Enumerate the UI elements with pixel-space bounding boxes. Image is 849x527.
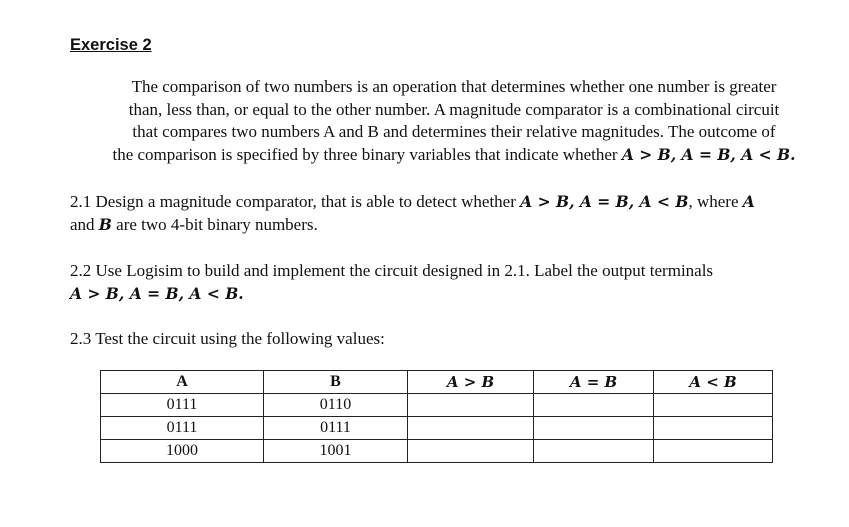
cell-a-equal-b: [534, 394, 654, 417]
section-2-1-and: and: [70, 215, 99, 234]
test-values-table: [100, 370, 773, 463]
cell-a-less-b: [654, 417, 773, 440]
section-2-1-line-1: [70, 190, 840, 213]
intro-line-2: than, less than, or equal to the other number. A magnitude comparator is a combinational circuit: [128, 99, 780, 119]
cell-b: 0111: [264, 417, 408, 440]
header-a-less-b: A < B: [654, 371, 773, 394]
table-row: [101, 440, 773, 463]
cell-a-greater-b: [408, 394, 534, 417]
section-2-1-where: , where: [688, 192, 743, 211]
cell-a: 0111: [101, 417, 264, 440]
intro-paragraph: [68, 76, 840, 166]
var-b: B: [98, 215, 112, 234]
section-2-3: [70, 327, 840, 350]
header-a: A: [101, 371, 264, 394]
intro-line-3: that compares two numbers A and B and determines their relative magnitudes. The outcome of: [132, 122, 776, 141]
cell-a-equal-b: [534, 417, 654, 440]
cell-b: 1001: [264, 440, 408, 463]
header-a-equal-b: A = B: [534, 371, 654, 394]
section-2-3-text: 2.3 Test the circuit using the following values:: [70, 329, 385, 348]
intro-line-4: [68, 144, 840, 167]
cell-a-equal-b: [534, 440, 654, 463]
table-header-row: [101, 371, 773, 394]
cell-b: 0110: [264, 394, 408, 417]
section-2-1-tail: are two 4-bit binary numbers.: [111, 215, 318, 234]
cell-a: 1000: [101, 440, 264, 463]
header-b: B: [264, 371, 408, 394]
section-2-2-text: 2.2 Use Logisim to build and implement the circuit designed in 2.1. Label the output terminals: [70, 261, 714, 280]
cell-a-less-b: [654, 440, 773, 463]
intro-line-4-text: the comparison is specified by three binary variables that indicate whether: [112, 144, 622, 164]
cell-a-greater-b: [408, 417, 534, 440]
section-2-1-line-2: [70, 213, 840, 236]
cell-a-less-b: [654, 394, 773, 417]
cell-a-greater-b: [408, 440, 534, 463]
intro-line-1: The comparison of two numbers is an operation that determines whether one number is greater: [131, 77, 777, 96]
exercise-heading: Exercise 2: [70, 36, 152, 54]
cell-a: 0111: [101, 394, 264, 417]
section-2-1-math: A > B, A = B, A < B: [520, 192, 689, 211]
header-a-greater-b: A > B: [408, 371, 534, 394]
intro-comparison-math: A > B, A = B, A < B.: [621, 144, 796, 164]
var-a: A: [742, 192, 755, 211]
table-row: [101, 394, 773, 417]
section-2-2-math: A > B, A = B, A < B.: [70, 284, 244, 303]
section-2-1: [70, 190, 840, 236]
section-2-2: [70, 259, 840, 305]
table-row: [101, 417, 773, 440]
section-2-1-text: 2.1 Design a magnitude comparator, that is able to detect whether: [70, 192, 521, 211]
